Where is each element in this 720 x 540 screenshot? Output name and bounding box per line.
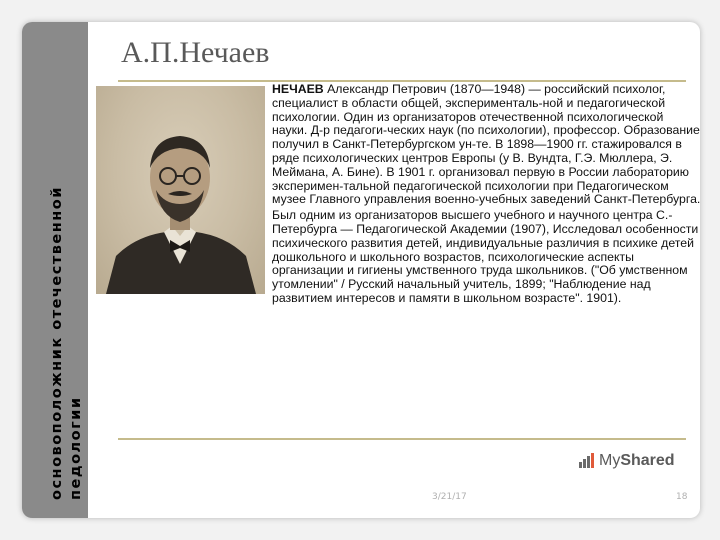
slide-title: А.П.Нечаев: [121, 36, 270, 69]
footer-date: 3/21/17: [432, 492, 467, 502]
bottom-divider: [118, 438, 686, 440]
page-number: 18: [676, 492, 688, 502]
portrait-image: [96, 86, 265, 294]
biography-paragraph-1: НЕЧАЕВ Александр Петрович (1870—1948) — российский психолог, специалист в области общей, эксперименталь-ной и педагогической психологии. Один из организаторов отечественной психологической науки. Д-р педагоги-ческих наук (по психологии), профессор. Образование получил в Санкт-Петербургском ун-те. В 1898—1900 гг. стажировался в ряде психологических центров Европы (у В. Вундта, Г.Э. Мюллера, Э. Меймана, А. Бине). В 1901 г. организовал первую в России лабораторию эксперимен-тальной педагогической психологии при Педагогическом музее Главного управления военно-учебных заведений Санкт-Петербурга.: [272, 82, 701, 207]
myshared-logo-icon: [578, 452, 596, 470]
person-name: НЕЧАЕВ: [272, 82, 324, 96]
biography-paragraph-2: Был одним из организаторов высшего учебного и научного центра С.-Петербурга — Педагогической Академии (1907), Исследовал особенности психического развития детей, индивидуальные различия в психике детей дошкольного и школьного возрастов, психологические аспекты организации и гигиены умственного труда школьников. ("Об умственном утомлении" / Русский начальный учитель, 1899; "Наблюдение над развитием интересов и памяти в школьном возрасте". 1901).: [272, 208, 699, 305]
biography-text: [272, 83, 702, 308]
side-label: основоположник отечественной педологии: [49, 186, 84, 500]
portrait-photo: [96, 86, 265, 294]
myshared-logo: MyShared: [578, 450, 675, 472]
